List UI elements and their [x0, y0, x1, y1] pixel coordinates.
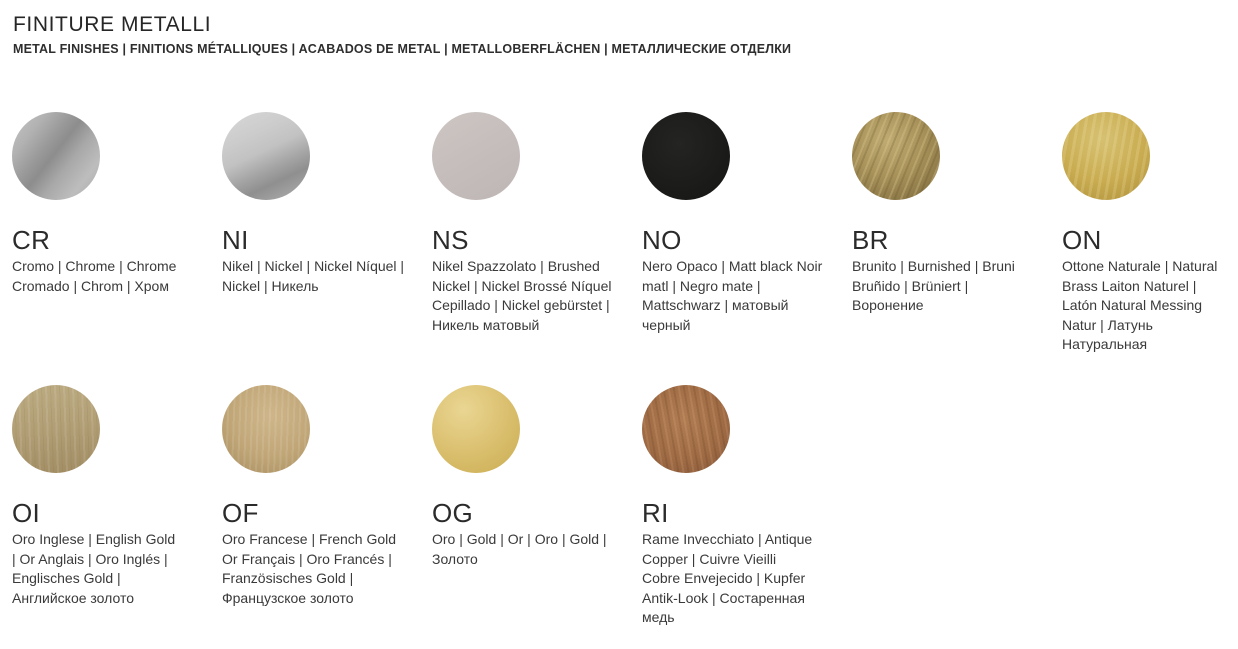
finish-card-br [852, 112, 1042, 385]
finish-card-oi [12, 385, 202, 628]
finish-swatch-no [642, 112, 730, 200]
page-title: FINITURE METALLI [13, 13, 212, 36]
finish-description: Nikel | Nickel | Nickel Níquel | Nickel | Никель [222, 258, 405, 294]
finish-swatch-br [852, 112, 940, 200]
finish-card-cr [12, 112, 202, 385]
finish-description: Nero Opaco | Matt black Noir matl | Negro mate | Mattschwarz | матовый черный [642, 258, 823, 333]
finish-description: Rame Invecchiato | Antique Copper | Cuivre Vieilli Cobre Envejecido | Kupfer Antik-Look | Состаренная медь [642, 531, 813, 625]
finish-description: Oro | Gold | Or | Oro | Gold | Золото [432, 531, 607, 567]
finish-code: CR [12, 225, 51, 255]
page-header [13, 13, 791, 57]
finish-code: BR [852, 225, 889, 255]
finish-code: NI [222, 225, 249, 255]
finish-card-on [1062, 112, 1238, 385]
finish-swatch-on [1062, 112, 1150, 200]
finish-swatch-ni [222, 112, 310, 200]
finish-code: OF [222, 498, 259, 528]
finish-swatch-og [432, 385, 520, 473]
finish-description: Cromo | Chrome | Chrome Cromado | Chrom | Хром [12, 258, 177, 294]
finish-description: Oro Inglese | English Gold | Or Anglais | Oro Inglés | Englisches Gold | Английское золото [12, 531, 176, 606]
finish-code: NO [642, 225, 682, 255]
finish-code: OG [432, 498, 474, 528]
finish-card-ri [642, 385, 832, 628]
finish-code: ON [1062, 225, 1102, 255]
finish-description: Brunito | Burnished | Bruni Bruñido | Brüniert | Воронение [852, 258, 1015, 313]
finish-swatch-oi [12, 385, 100, 473]
finish-card-ns [432, 112, 622, 385]
finish-description: Nikel Spazzolato | Brushed Nickel | Nickel Brossé Níquel Cepillado | Nickel gebürstet | Никель матовый [432, 258, 612, 333]
finish-card-ni [222, 112, 412, 385]
page-subtitle: METAL FINISHES | FINITIONS MÉTALLIQUES | ACABADOS DE METAL | METALLOBERFLÄCHEN | МЕТАЛЛИЧЕСКИЕ ОТДЕЛКИ [13, 42, 792, 56]
finish-swatch-of [222, 385, 310, 473]
finish-description: Ottone Naturale | Natural Brass Laiton Naturel | Latón Natural Messing Natur | Латунь Натуральная [1062, 258, 1218, 352]
finish-card-of [222, 385, 412, 628]
finish-code: RI [642, 498, 669, 528]
finish-swatch-ri [642, 385, 730, 473]
finish-description: Oro Francese | French Gold Or Français | Oro Francés | Französisches Gold | Французское золото [222, 531, 397, 606]
finish-swatch-ns [432, 112, 520, 200]
finish-code: NS [432, 225, 469, 255]
finish-swatch-cr [12, 112, 100, 200]
finish-card-no [642, 112, 832, 385]
finish-code: OI [12, 498, 41, 528]
finish-grid [12, 112, 1238, 628]
finish-card-og [432, 385, 622, 628]
